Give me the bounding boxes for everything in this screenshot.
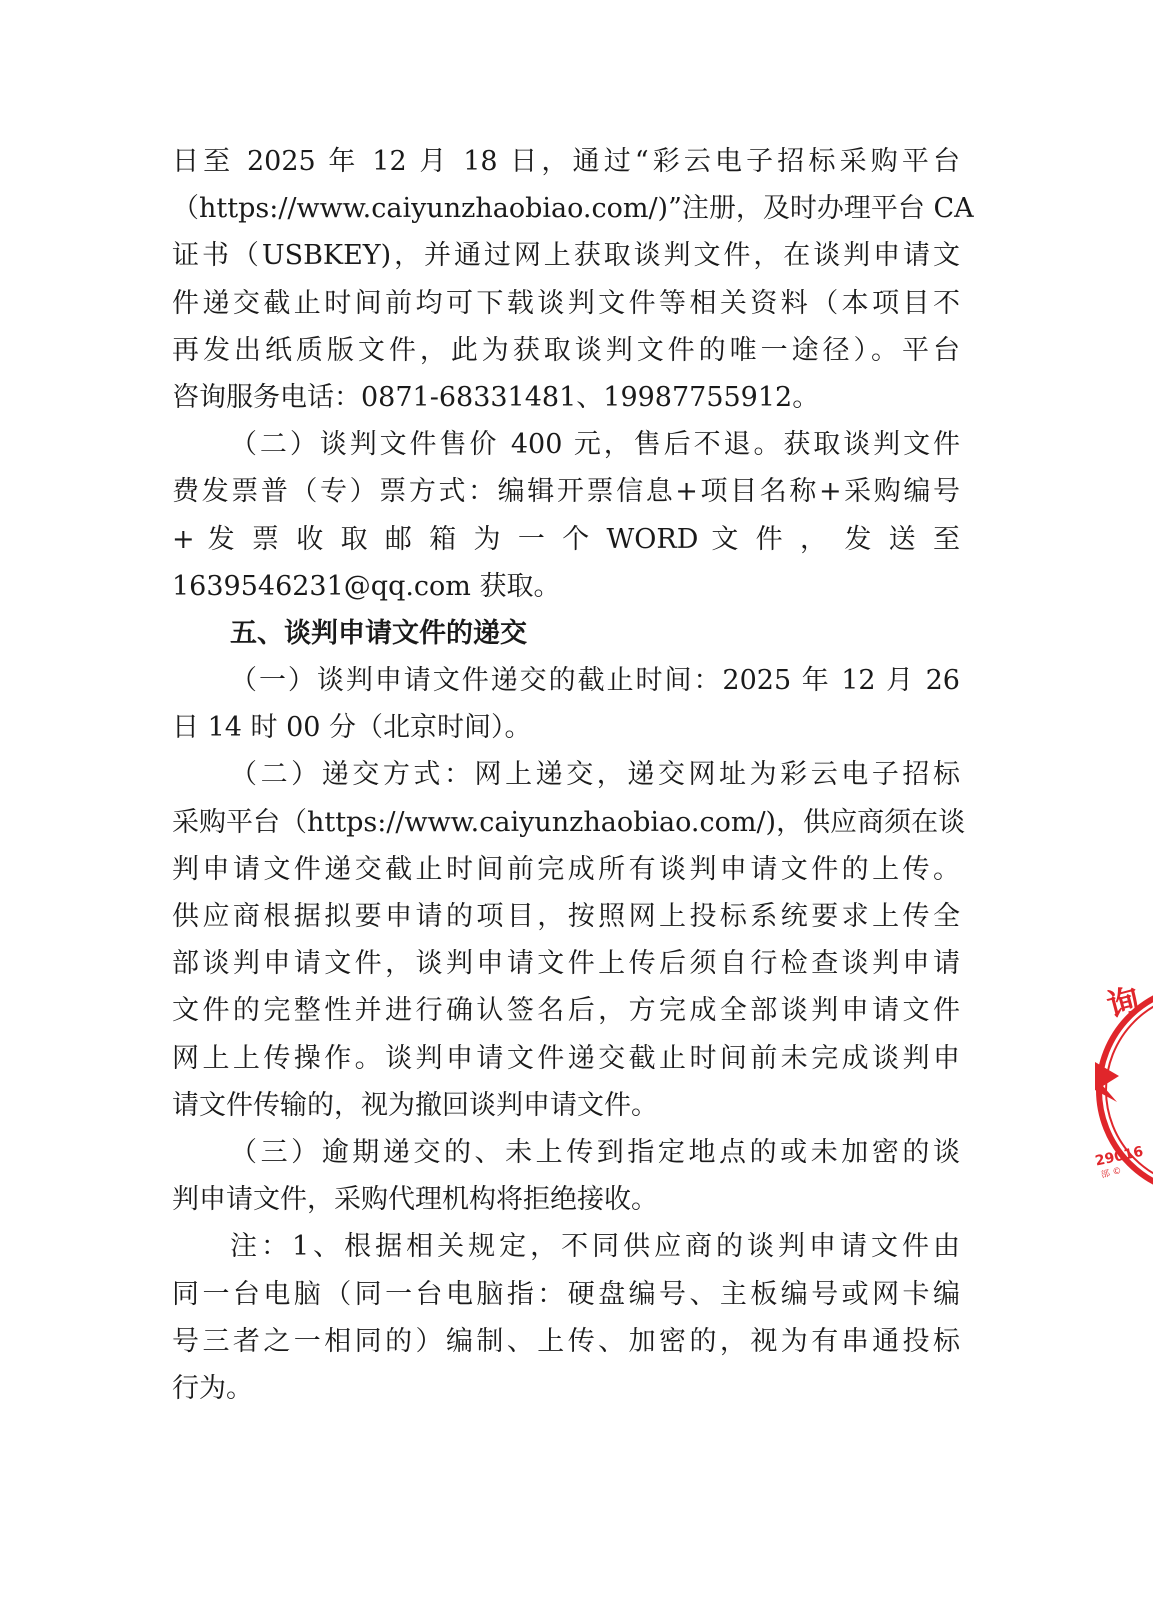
text-line: （https://www.caiyunzhaobiao.com/)”注册，及时办理平台 CA xyxy=(172,193,974,225)
text-line: 费发票普（专）票方式：编辑开票信息+项目名称+采购编号 xyxy=(172,476,960,508)
text-line: 供应商根据拟要申请的项目，按照网上投标系统要求上传全 xyxy=(172,901,960,932)
text-line: 同一台电脑（同一台电脑指：硬盘编号、主板编号或网卡编 xyxy=(172,1278,960,1310)
text-line: 采购平台（https://www.caiyunzhaobiao.com/)，供应商须在谈 xyxy=(172,806,966,838)
text-line: 日 14 时 00 分（北京时间）。 xyxy=(172,712,532,744)
text-line: 行为。 xyxy=(172,1372,253,1404)
text-line: （三）逾期递交的、未上传到指定地点的或未加密的谈 xyxy=(230,1136,960,1168)
text-line: 判申请文件递交截止时间前完成所有谈判申请文件的上传。 xyxy=(172,853,960,885)
text-line: （二）递交方式：网上递交，递交网址为彩云电子招标 xyxy=(230,759,960,791)
svg-text:29016: 29016 xyxy=(1093,1143,1145,1170)
text-line: 件递交截止时间前均可下载谈判文件等相关资料（本项目不 xyxy=(172,287,960,319)
text-line: 文件的完整性并进行确认签名后，方完成全部谈判申请文件 xyxy=(172,995,960,1027)
text-line: 再发出纸质版文件，此为获取谈判文件的唯一途径）。平台 xyxy=(172,334,960,366)
text-line: 请文件传输的，视为撤回谈判申请文件。 xyxy=(172,1089,658,1121)
seal-stamp xyxy=(1093,980,1153,1200)
section-heading: 五、谈判申请文件的递交 xyxy=(230,617,527,649)
svg-text:部 ©: 部 © xyxy=(1100,1166,1123,1181)
text-line: （二）谈判文件售价 400 元，售后不退。获取谈判文件 xyxy=(230,429,960,461)
text-line: 咨询服务电话：0871-68331481、19987755912。 xyxy=(172,381,820,413)
text-line: 1639546231@qq.com 获取。 xyxy=(172,570,561,602)
seal-stamp-graphic xyxy=(1093,980,1153,1200)
text-line: 注：1、根据相关规定，不同供应商的谈判申请文件由 xyxy=(230,1231,960,1263)
svg-text:询: 询 xyxy=(1102,980,1144,1026)
text-line: 判申请文件，采购代理机构将拒绝接收。 xyxy=(172,1184,658,1216)
text-line: 网上上传操作。谈判申请文件递交截止时间前未完成谈判申 xyxy=(172,1042,960,1074)
text-line: + 发 票 收 取 邮 箱 为 一 个 WORD 文 件 ， 发 送 至 xyxy=(172,523,960,555)
text-line: 日至 2025 年 12 月 18 日，通过“彩云电子招标采购平台 xyxy=(172,146,960,177)
text-line: （一）谈判申请文件递交的截止时间：2025 年 12 月 26 xyxy=(230,665,960,697)
document-body xyxy=(172,138,974,1412)
text-line: 部谈判申请文件，谈判申请文件上传后须自行检查谈判申请 xyxy=(172,948,960,980)
text-line: 号三者之一相同的）编制、上传、加密的，视为有串通投标 xyxy=(172,1325,960,1357)
text-line: 证书（USBKEY)，并通过网上获取谈判文件，在谈判申请文 xyxy=(172,240,960,272)
